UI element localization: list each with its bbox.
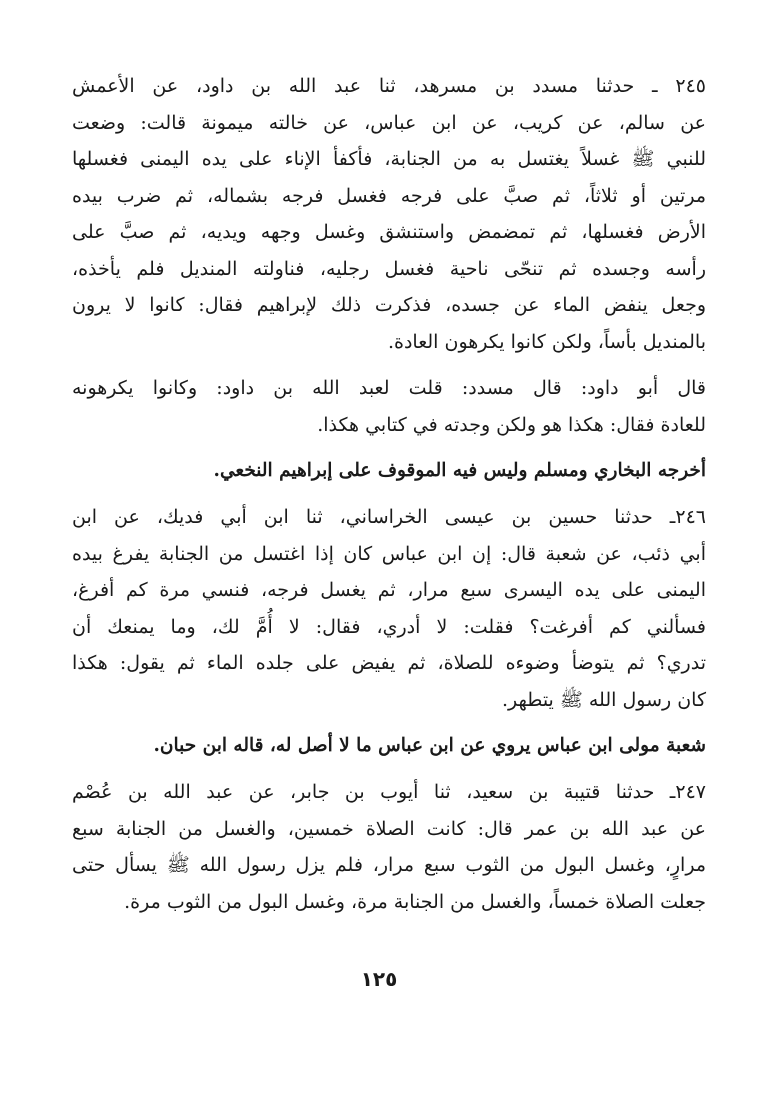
hadith-245-line: عن سالم، عن كريب، عن ابن عباس، عن خالته ميمونة قالت: وضعت	[72, 111, 706, 134]
hadith-245-line: وجعل ينفض الماء عن جسده، فذكرت ذلك لإبراهيم فقال: كانوا لا يرون	[72, 294, 706, 316]
hadith-245-line: بالمنديل بأساً، ولكن كانوا يكرهون العادة.	[387, 330, 706, 353]
abu-dawud-note	[72, 370, 706, 443]
hadith-247	[72, 774, 706, 920]
abu-dawud-note-line: قال أبو داود: قال مسدد: قلت لعبد الله بن داود: وكانوا يكرهونه	[72, 377, 706, 399]
hadith-245-line: للنبي ﷺ غسلاً يغتسل به من الجنابة، فأكفأ الإناء على يده اليمنى فغسلها	[72, 148, 706, 170]
hadith-247-line: ٢٤٧ـ حدثنا قتيبة بن سعيد، ثنا أيوب بن جابر، عن عبد الله بن عُصْم	[72, 781, 706, 803]
abu-dawud-note-line: للعادة فقال: هكذا هو ولكن وجدته في كتابي هكذا.	[317, 413, 706, 436]
hadith-246-line: ٢٤٦ـ حدثنا حسين بن عيسى الخراساني، ثنا ابن أبي فديك، عن ابن	[72, 506, 706, 528]
hadith-246-line: كان رسول الله ﷺ يتطهر.	[501, 688, 706, 711]
takhrij-246: شعبة مولى ابن عباس يروي عن ابن عباس ما لا أصل له، قاله ابن حبان.	[153, 735, 706, 756]
hadith-247-line: جعلت الصلاة خمساً، والغسل من الجنابة مرة، وغسل البول من الثوب مرة.	[124, 890, 706, 913]
hadith-246-line: فسألني كم أفرغت؟ فقلت: لا أدري، فقال: لا أُمَّ لك، وما يمنعك أن	[72, 615, 706, 638]
hadith-245-line: ٢٤٥ ـ حدثنا مسدد بن مسرهد، ثنا عبد الله بن داود، عن الأعمش	[72, 75, 706, 97]
hadith-246-line: اليمنى على يده اليسرى سبع مرار، ثم يغسل فرجه، فنسي مرة كم أفرغ،	[72, 579, 706, 601]
takhrij-245: أخرجه البخاري ومسلم وليس فيه الموقوف على إبراهيم النخعي.	[213, 460, 706, 481]
hadith-245-line: مرتين أو ثلاثاً، ثم صبَّ على فرجه فغسل فرجه بشماله، ثم ضرب بيده	[72, 184, 706, 207]
hadith-245-line: الأرض فغسلها، ثم تمضمض واستنشق وغسل وجهه ويديه، ثم صبَّ على	[72, 221, 706, 243]
hadith-246-line: تدري؟ ثم يتوضأ وضوءه للصلاة، ثم يفيض على جلده الماء ثم يقول: هكذا	[72, 652, 706, 674]
hadith-247-line: مرارٍ، وغسل البول من الثوب سبع مرار، فلم يزل رسول الله ﷺ يسأل حتى	[72, 854, 706, 876]
hadith-245-line: رأسه وجسده ثم تنحّى ناحية فغسل رجليه، فناولته المنديل فلم يأخذه،	[72, 257, 706, 280]
hadith-246	[72, 499, 706, 718]
hadith-246-line: أبي ذئب، عن شعبة قال: إن ابن عباس كان إذا اغتسل من الجنابة يفرغ بيده	[72, 542, 706, 565]
hadith-245	[72, 68, 706, 360]
page-body	[72, 68, 706, 920]
page-number: ١٢٥	[360, 967, 398, 991]
hadith-247-line: عن عبد الله بن عمر قال: كانت الصلاة خمسين، والغسل من الجنابة سبع	[72, 817, 706, 840]
